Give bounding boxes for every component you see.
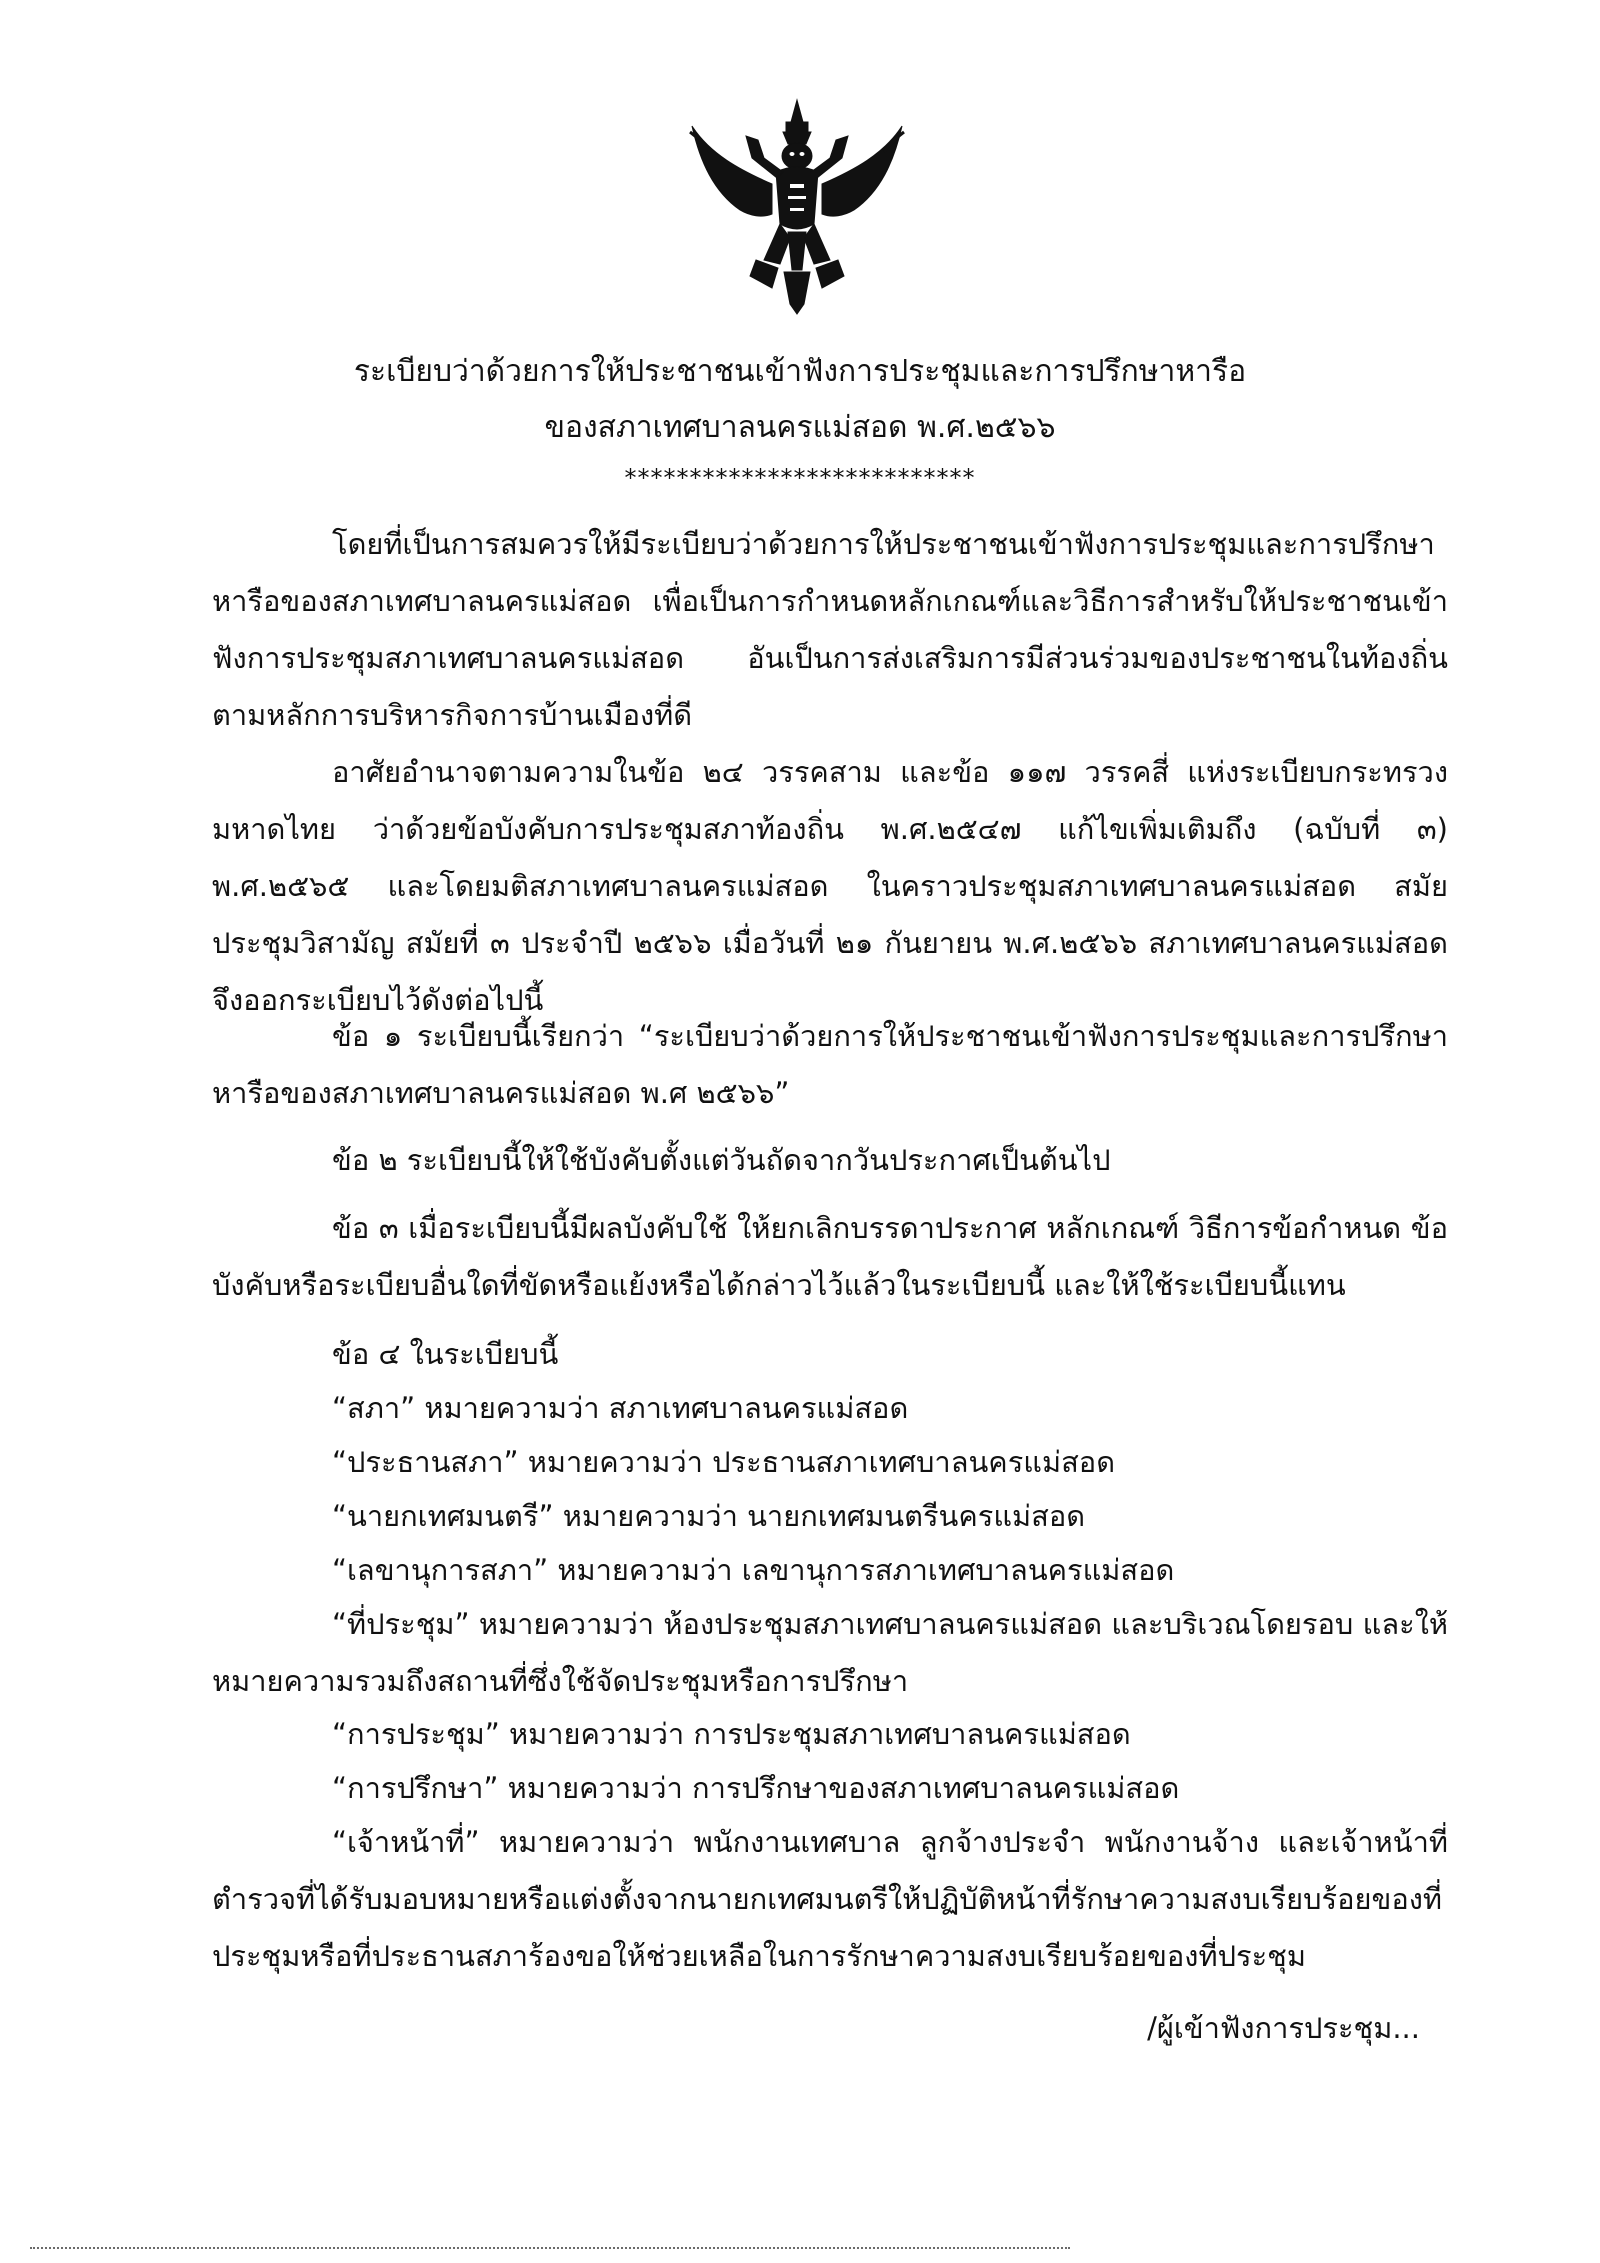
definition-item: “นายกเทศมนตรี” หมายความว่า นายกเทศมนตรีนครแม่สอด — [332, 1499, 1086, 1533]
definition-item: “การปรึกษา” หมายความว่า การปรึกษาของสภาเทศบาลนครแม่สอด — [332, 1771, 1180, 1805]
definition-item: “เลขานุการสภา” หมายความว่า เลขานุการสภาเทศบาลนครแม่สอด — [332, 1553, 1175, 1587]
clause-1-paragraph: ข้อ ๑ ระเบียบนี้เรียกว่า “ระเบียบว่าด้วยการให้ประชาชนเข้าฟังการประชุมและการปรึกษาหารือของสภาเทศบาลนครแม่สอด พ.ศ ๒๕๖๖” — [212, 1019, 1448, 1110]
scan-artifact-line — [30, 2247, 1070, 2249]
continuation-note: /ผู้เข้าฟังการประชุม... — [1147, 2011, 1420, 2045]
garuda-emblem-icon — [680, 92, 915, 317]
title-separator: *************************** — [624, 464, 976, 492]
clause-4-heading: ข้อ ๔ ในระเบียบนี้ — [332, 1337, 559, 1371]
document-title-line-2: ของสภาเทศบาลนครแม่สอด พ.ศ.๒๕๖๖ — [544, 410, 1056, 445]
authority-paragraph: อาศัยอำนาจตามความในข้อ ๒๔ วรรคสาม และข้อ ๑๑๗ วรรคสี่ แห่งระเบียบกระทรวงมหาดไทย ว่าด้วยข้อบังคับการประชุมสภาท้องถิ่น พ.ศ.๒๕๔๗ แก้ไขเพิ่มเติมถึง (ฉบับที่ ๓) พ.ศ.๒๕๖๕ และโดยมติสภาเทศบาลนครแม่สอด ในคราวประชุมสภาเทศบาลนครแม่สอด สมัยประชุมวิสามัญ สมัยที่ ๓ ประจำปี ๒๕๖๖ เมื่อวันที่ ๒๑ กันยายน พ.ศ.๒๕๖๖ สภาเทศบาลนครแม่สอดจึงออกระเบียบไว้ดังต่อไปนี้ — [212, 755, 1448, 1017]
definition-item: “เจ้าหน้าที่” หมายความว่า พนักงานเทศบาล ลูกจ้างประจำ พนักงานจ้าง และเจ้าหน้าที่ตำรวจที่ได้รับมอบหมายหรือแต่งตั้งจากนายกเทศมนตรีให้ปฏิบัติหน้าที่รักษาความสงบเรียบร้อยของที่ประชุมหรือที่ประธานสภาร้องขอให้ช่วยเหลือในการรักษาความสงบเรียบร้อยของที่ประชุม — [212, 1825, 1448, 1973]
definition-item: “สภา” หมายความว่า สภาเทศบาลนครแม่สอด — [332, 1391, 909, 1425]
definition-item: “ประธานสภา” หมายความว่า ประธานสภาเทศบาลนครแม่สอด — [332, 1445, 1116, 1479]
clause-3-paragraph: ข้อ ๓ เมื่อระเบียบนี้มีผลบังคับใช้ ให้ยกเลิกบรรดาประกาศ หลักเกณฑ์ วิธีการข้อกำหนด ข้อบังคับหรือระเบียบอื่นใดที่ขัดหรือแย้งหรือได้กล่าวไว้แล้วในระเบียบนี้ และให้ใช้ระเบียบนี้แทน — [212, 1211, 1448, 1302]
definition-item: “ที่ประชุม” หมายความว่า ห้องประชุมสภาเทศบาลนครแม่สอด และบริเวณโดยรอบ และให้หมายความรวมถึงสถานที่ซึ่งใช้จัดประชุมหรือการปรึกษา — [212, 1607, 1448, 1698]
preamble-paragraph: โดยที่เป็นการสมควรให้มีระเบียบว่าด้วยการให้ประชาชนเข้าฟังการประชุมและการปรึกษาหารือของสภาเทศบาลนครแม่สอด เพื่อเป็นการกำหนดหลักเกณฑ์และวิธีการสำหรับให้ประชาชนเข้าฟังการประชุมสภาเทศบาลนครแม่สอด อันเป็นการส่งเสริมการมีส่วนร่วมของประชาชนในท้องถิ่นตามหลักการบริหารกิจการบ้านเมืองที่ดี — [212, 527, 1448, 732]
clause-2-paragraph: ข้อ ๒ ระเบียบนี้ให้ใช้บังคับตั้งแต่วันถัดจากวันประกาศเป็นต้นไป — [332, 1143, 1111, 1177]
definition-item: “การประชุม” หมายความว่า การประชุมสภาเทศบาลนครแม่สอด — [332, 1717, 1131, 1751]
document-title-line-1: ระเบียบว่าด้วยการให้ประชาชนเข้าฟังการประชุมและการปรึกษาหารือ — [353, 354, 1247, 389]
